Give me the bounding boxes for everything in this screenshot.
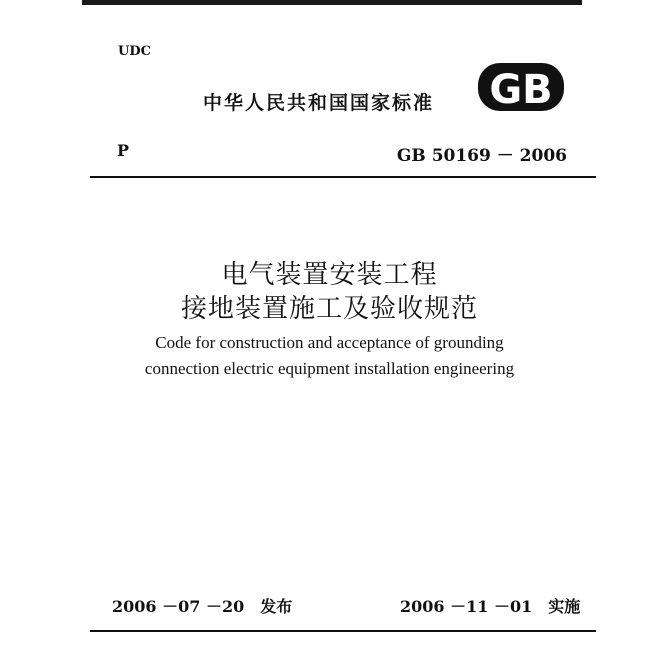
classification-code: P	[117, 141, 130, 160]
implementation-date: 2006 －11 －01 实施	[400, 597, 581, 616]
english-title-line-2: connection electric equipment installation engineering	[144, 359, 515, 378]
footer-divider	[90, 630, 596, 632]
gb-logo-text: GB	[489, 67, 553, 112]
gb-logo	[477, 62, 565, 112]
chinese-title-line-1: 电气装置安装工程	[221, 260, 438, 290]
standard-number: GB 50169 － 2006	[396, 146, 567, 166]
header-divider	[90, 176, 596, 178]
chinese-title-line-2: 接地装置施工及验收规范	[180, 294, 478, 324]
page-top-edge	[82, 0, 582, 5]
english-title-line-1: Code for construction and acceptance of grounding	[155, 333, 504, 352]
udc-label: UDC	[118, 44, 151, 59]
national-standard-title: 中华人民共和国国家标准	[203, 92, 435, 114]
issue-date: 2006 －07 －20 发布	[112, 597, 293, 616]
